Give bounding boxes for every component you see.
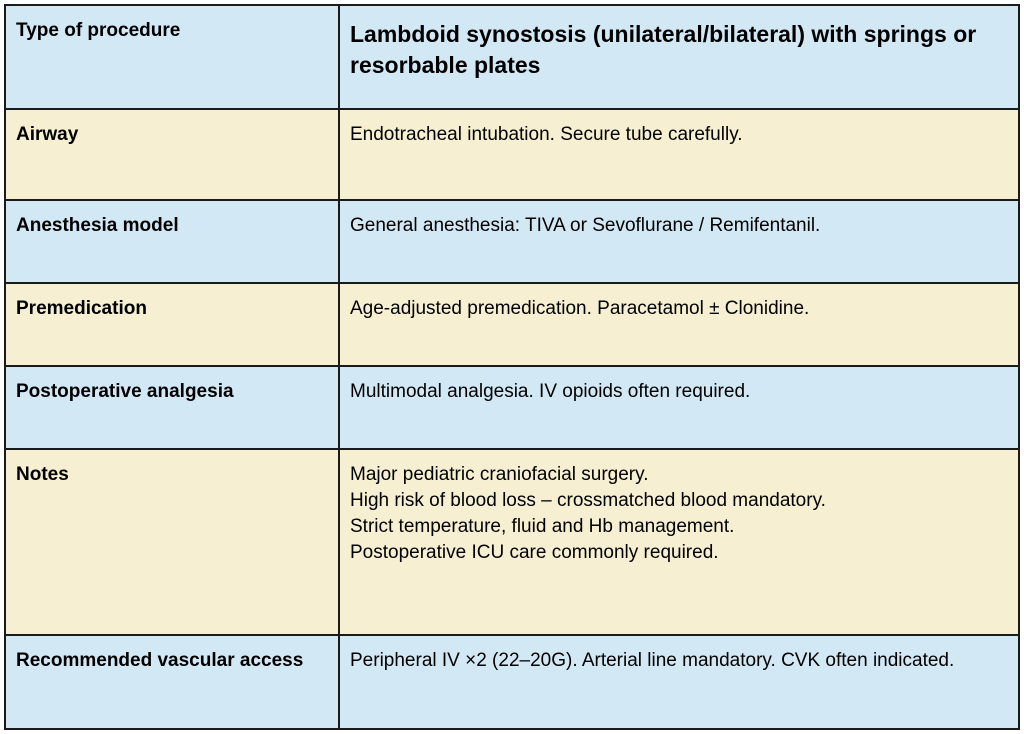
row-line: Strict temperature, fluid and Hb management.	[350, 516, 735, 537]
row-line: Multimodal analgesia. IV opioids often required.	[350, 381, 751, 402]
row-line: Peripheral IV ×2 (22–20G). Arterial line mandatory. CVK often indicated.	[350, 650, 955, 671]
row-value	[339, 366, 1019, 449]
header-row	[5, 5, 1019, 109]
row-label: Notes	[5, 449, 339, 635]
row-airway	[5, 109, 1019, 200]
row-value	[339, 109, 1019, 200]
row-notes	[5, 449, 1019, 635]
row-vascular-access	[5, 635, 1019, 729]
row-label: Premedication	[5, 283, 339, 366]
row-postoperative-analgesia	[5, 366, 1019, 449]
row-line: Postoperative ICU care commonly required.	[350, 542, 719, 563]
row-label: Recommended vascular access	[5, 635, 339, 729]
row-line: Age-adjusted premedication. Paracetamol ± Clonidine.	[350, 298, 810, 319]
row-line: General anesthesia: TIVA or Sevoflurane / Remifentanil.	[350, 215, 821, 236]
row-label: Anesthesia model	[5, 200, 339, 283]
row-value	[339, 449, 1019, 635]
row-line: High risk of blood loss – crossmatched blood mandatory.	[350, 490, 826, 511]
row-value	[339, 635, 1019, 729]
procedure-table	[4, 4, 1020, 730]
header-label: Type of procedure	[5, 5, 339, 109]
row-premedication	[5, 283, 1019, 366]
row-line: Endotracheal intubation. Secure tube carefully.	[350, 124, 743, 145]
procedure-title: Lambdoid synostosis (unilateral/bilateral) with springs or resorbable plates	[339, 5, 1019, 109]
row-label: Postoperative analgesia	[5, 366, 339, 449]
row-anesthesia-model	[5, 200, 1019, 283]
row-label: Airway	[5, 109, 339, 200]
row-value	[339, 200, 1019, 283]
row-value	[339, 283, 1019, 366]
row-line: Major pediatric craniofacial surgery.	[350, 464, 649, 485]
